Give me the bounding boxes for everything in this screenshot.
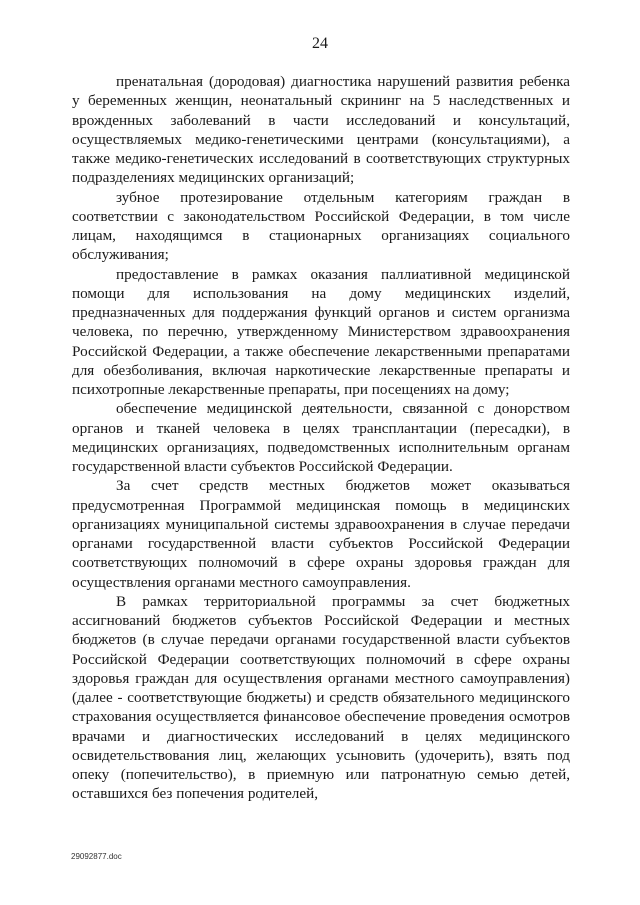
paragraph-dental-prosthetics: зубное протезирование отдельным категориям граждан в соответствии с законодательством Российской Федерации, в том числе лицам, находящимся в стационарных организациях социального обслуживания; bbox=[72, 188, 570, 264]
paragraph-local-budgets: За счет средств местных бюджетов может оказываться предусмотренная Программой медицинская помощь в медицинских организациях муниципальной системы здравоохранения в случае передачи органами государственной власти субъектов Российской Федерации соответствующих полномочий в сфере охраны здоровья граждан для осуществления органами местного самоуправления. bbox=[72, 477, 570, 591]
paragraph-territorial-program: В рамках территориальной программы за счет бюджетных ассигнований бюджетов субъектов Российской Федерации и местных бюджетов (в случае передачи органами государственной власти субъектов Российской Федерации соответствующих полномочий в сфере охраны здоровья граждан для осуществления органами местного самоуправления) (далее - соответствующие бюджеты) и средств обязательного медицинского страхования осуществляется финансовое обеспечение проведения осмотров врачами и диагностических исследований в целях медицинского освидетельствования лиц, желающих усыновить (удочерить), взять под опеку (попечительство), в приемную или патронатную семью детей, оставшихся без попечения родителей, bbox=[72, 592, 570, 803]
paragraph-organ-donation: обеспечение медицинской деятельности, связанной с донорством органов и тканей человека в целях трансплантации (пересадки), в медицинских организациях, подведомственных исполнительным органам государственной власти субъектов Российской Федерации. bbox=[72, 400, 570, 475]
paragraph-palliative-care: предоставление в рамках оказания паллиативной медицинской помощи для использования на дому медицинских изделий, предназначенных для поддержания функций органов и систем организма человека, по перечню, утвержденному Министерством здравоохранения Российской Федерации, а также обеспечение лекарственными препаратами для обезболивания, включая наркотические лекарственные препараты и психотропные лекарственные препараты, при посещениях на дому; bbox=[72, 265, 570, 398]
document-body bbox=[72, 72, 570, 804]
page-number: 24 bbox=[312, 35, 328, 52]
paragraph-prenatal-diagnostics: пренатальная (дородовая) диагностика нарушений развития ребенка у беременных женщин, неонатальный скрининг на 5 наследственных и врожденных заболеваний в части исследований и консультаций, осуществляемых медико-генетическими центрами (консультациями), а также медико-генетических исследований в соответствующих структурных подразделениях медицинских организаций; bbox=[72, 73, 570, 187]
document-file-code: 29092877.doc bbox=[71, 852, 122, 861]
